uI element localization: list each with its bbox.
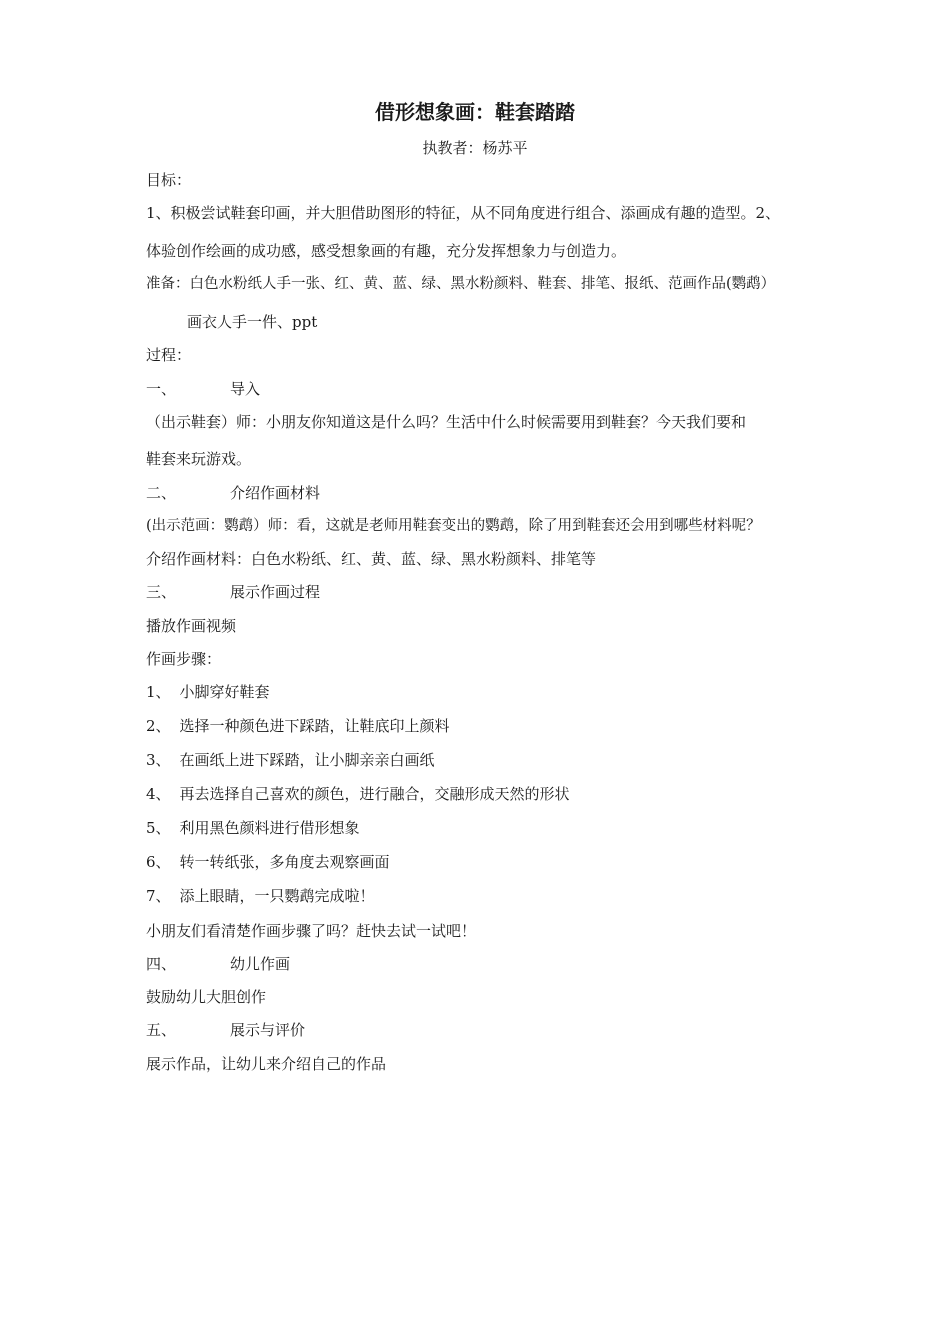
section-number: 二、: [146, 484, 177, 502]
paragraph: 鞋套来玩游戏。: [146, 450, 252, 468]
section-title: 展示与评价: [230, 1021, 306, 1039]
step-text: 转一转纸张，多角度去观察画面: [179, 853, 390, 871]
step-item: [146, 682, 270, 702]
paragraph: 介绍作画材料：白色水粉纸、红、黄、蓝、绿、黑水粉颜料、排笔等: [146, 550, 597, 568]
step-number: 1、: [146, 683, 171, 701]
step-number: 6、: [146, 853, 171, 871]
section-number: 三、: [146, 583, 177, 601]
paragraph: 鼓励幼儿大胆创作: [146, 988, 267, 1006]
goal-line: 1、积极尝试鞋套印画，并大胆借助图形的特征，从不同角度进行组合、添画成有趣的造型。2、: [146, 204, 781, 222]
process-heading: 过程：: [146, 346, 192, 364]
step-number: 4、: [146, 785, 171, 803]
paragraph: 播放作画视频: [146, 617, 237, 635]
paragraph: （出示鞋套）师：小朋友你知道这是什么吗？生活中什么时候需要用到鞋套？今天我们要和: [146, 413, 747, 431]
section-title: 展示作画过程: [230, 583, 321, 601]
section-heading: [146, 379, 260, 399]
step-item: [146, 886, 375, 906]
section-title: 幼儿作画: [230, 955, 291, 973]
step-item: [146, 784, 570, 804]
section-heading: [146, 1020, 305, 1040]
step-text: 再去选择自己喜欢的颜色，进行融合，交融形成天然的形状: [179, 785, 570, 803]
step-text: 选择一种颜色进下踩踏，让鞋底印上颜料: [179, 717, 450, 735]
step-number: 2、: [146, 717, 171, 735]
goal-heading: 目标：: [146, 171, 192, 189]
paragraph: 小朋友们看清楚作画步骤了吗？赶快去试一试吧！: [146, 922, 477, 940]
step-text: 添上眼睛，一只鹦鹉完成啦！: [179, 887, 375, 905]
steps-heading: 作画步骤：: [146, 650, 222, 668]
paragraph: (出示范画：鹦鹉）师：看，这就是老师用鞋套变出的鹦鹉，除了用到鞋套还会用到哪些材料呢？: [146, 518, 761, 534]
step-number: 3、: [146, 751, 171, 769]
section-heading: [146, 483, 320, 503]
step-number: 7、: [146, 887, 171, 905]
prep-line-continued: 画衣人手一件、ppt: [187, 313, 318, 331]
step-text: 小脚穿好鞋套: [179, 683, 270, 701]
prep-line: 准备：白色水粉纸人手一张、红、黄、蓝、绿、黑水粉颜料、鞋套、排笔、报纸、范画作品(鹦鹉）: [146, 276, 776, 292]
paragraph: 展示作品，让幼儿来介绍自己的作品: [146, 1055, 387, 1073]
step-text: 利用黑色颜料进行借形想象: [179, 819, 360, 837]
section-title: 介绍作画材料: [230, 484, 321, 502]
step-item: [146, 852, 390, 872]
section-heading: [146, 954, 290, 974]
author-line: 执教者：杨苏平: [422, 139, 528, 157]
section-number: 一、: [146, 380, 177, 398]
step-item: [146, 818, 360, 838]
section-heading: [146, 582, 320, 602]
section-number: 四、: [146, 955, 177, 973]
step-number: 5、: [146, 819, 171, 837]
document-title: 借形想象画：鞋套踏踏: [375, 100, 575, 124]
section-number: 五、: [146, 1021, 177, 1039]
step-text: 在画纸上进下踩踏，让小脚亲亲白画纸: [179, 751, 435, 769]
step-item: [146, 716, 450, 736]
step-item: [146, 750, 435, 770]
goal-line: 体验创作绘画的成功感，感受想象画的有趣，充分发挥想象力与创造力。: [146, 242, 627, 260]
section-title: 导入: [230, 380, 261, 398]
